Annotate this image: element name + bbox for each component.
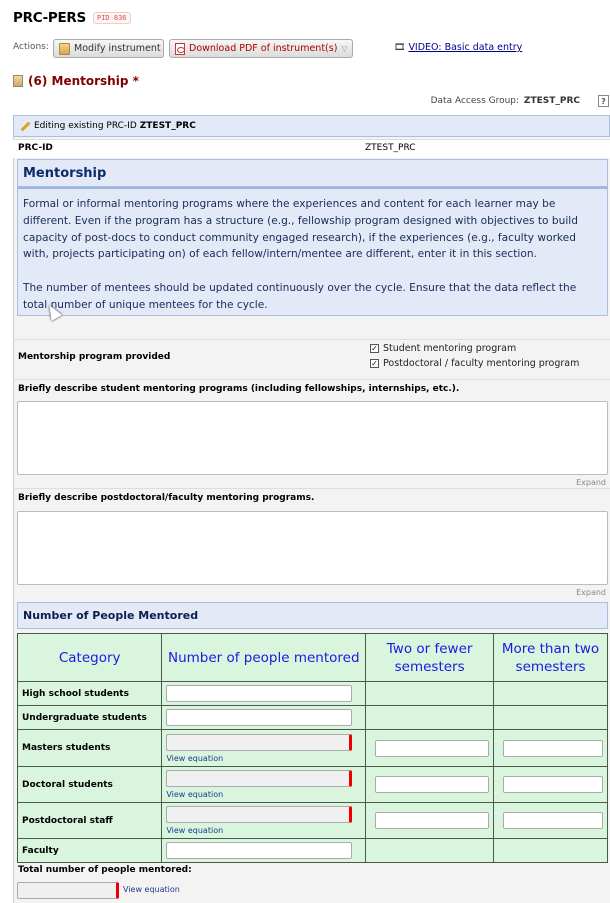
- view-equation-link[interactable]: View equation: [166, 790, 224, 799]
- column-header: Two or fewer semesters: [366, 634, 494, 682]
- section-header: Mentorship: [17, 159, 608, 187]
- total-label: Total number of people mentored:: [18, 865, 192, 875]
- expand-link[interactable]: Expand: [576, 478, 606, 487]
- option-label: Student mentoring program: [383, 343, 517, 354]
- calculated-field: [166, 806, 352, 823]
- table-row: [18, 730, 608, 767]
- program-provided-label: Mentorship program provided: [18, 352, 171, 362]
- form-title-text: (6) Mentorship *: [28, 74, 139, 88]
- table-row: [18, 682, 608, 706]
- pencil-icon: [21, 121, 31, 131]
- empty-cell: [494, 682, 608, 706]
- pdf-icon: [175, 43, 185, 55]
- postdoc-desc-label: Briefly describe postdoctoral/faculty mentoring programs.: [18, 493, 315, 503]
- two-or-fewer-input[interactable]: [375, 776, 489, 793]
- form-title: [13, 74, 139, 88]
- empty-cell: [366, 839, 494, 863]
- section-description: [17, 187, 608, 316]
- form-icon: [13, 75, 23, 87]
- empty-cell: [366, 706, 494, 730]
- view-equation-link[interactable]: View equation: [166, 753, 224, 763]
- column-header: Number of people mentored: [162, 634, 366, 682]
- help-icon[interactable]: ?: [598, 95, 609, 107]
- column-header: Category: [18, 634, 162, 682]
- two-or-fewer-input[interactable]: [375, 812, 489, 829]
- film-icon: 🎞: [394, 42, 406, 53]
- editing-banner: [13, 115, 610, 137]
- actions-label: Actions:: [13, 42, 49, 52]
- video-link[interactable]: [394, 42, 522, 53]
- empty-cell: [494, 839, 608, 863]
- count-input[interactable]: [166, 709, 352, 726]
- record-id-label: PRC-ID: [18, 143, 53, 153]
- total-calculated-field: [17, 882, 119, 899]
- student-desc-textarea[interactable]: [17, 401, 608, 475]
- divider: [13, 379, 610, 380]
- option-student-mentoring[interactable]: [370, 343, 516, 354]
- row-label: Faculty: [18, 839, 162, 863]
- view-equation-link[interactable]: View equation: [166, 826, 224, 835]
- dag-value: ZTEST_PRC: [523, 96, 580, 106]
- table-row: [18, 839, 608, 863]
- modify-instrument-button[interactable]: [53, 39, 164, 58]
- editing-id: ZTEST_PRC: [139, 121, 196, 131]
- divider: [13, 488, 610, 489]
- description-paragraph: Formal or informal mentoring programs where the experiences and content for each learner may be different. Even if the program has a structure (e.g., fellowship program designed with objectives to build capacity of post-docs to conduct community engaged research), if the experiences (e.g., faculty worked with, projects participating on) of each fellow/intern/mentee are different, enter it in this section.: [23, 198, 578, 261]
- modify-instrument-label: Modify instrument: [74, 43, 161, 54]
- download-pdf-button[interactable]: [169, 39, 353, 58]
- more-than-two-input[interactable]: [503, 740, 603, 757]
- checkbox-checked-icon[interactable]: ✓: [371, 359, 378, 368]
- expand-link[interactable]: Expand: [576, 588, 606, 597]
- editing-prefix: Editing existing PRC-ID: [34, 121, 137, 131]
- mentored-section-header: Number of People Mentored: [17, 602, 608, 629]
- chevron-down-icon: ▽: [341, 44, 348, 53]
- video-link-text[interactable]: VIDEO: Basic data entry: [408, 42, 523, 53]
- row-label: Doctoral students: [18, 767, 162, 803]
- table-row: [18, 803, 608, 839]
- more-than-two-input[interactable]: [503, 812, 603, 829]
- mentored-table: [17, 633, 608, 863]
- project-title: PRC-PERS: [13, 10, 86, 26]
- dag-label: Data Access Group:: [430, 96, 520, 106]
- checkbox-checked-icon[interactable]: ✓: [371, 344, 378, 353]
- postdoc-desc-textarea[interactable]: [17, 511, 608, 585]
- description-paragraph: The number of mentees should be updated continuously over the cycle. Ensure that the data reflect the total number of unique mentees for the cycle.: [23, 281, 577, 311]
- row-label: Masters students: [18, 730, 162, 767]
- count-input[interactable]: [166, 685, 352, 702]
- calculated-field: [166, 770, 352, 787]
- view-equation-link[interactable]: View equation: [123, 885, 180, 894]
- two-or-fewer-input[interactable]: [375, 740, 489, 757]
- record-id-value: ZTEST_PRC: [365, 143, 416, 153]
- table-header-row: [18, 634, 608, 682]
- count-input[interactable]: [166, 842, 352, 859]
- edit-form-icon: [59, 43, 70, 55]
- row-label: High school students: [18, 682, 162, 706]
- pid-badge: PID 836: [93, 12, 131, 24]
- option-postdoc-mentoring[interactable]: [370, 358, 579, 369]
- calculated-field: [166, 734, 352, 751]
- student-desc-label: Briefly describe student mentoring programs (including fellowships, internships, etc.).: [18, 384, 460, 394]
- table-row: [18, 706, 608, 730]
- divider: [13, 339, 610, 340]
- more-than-two-input[interactable]: [503, 776, 603, 793]
- option-label: Postdoctoral / faculty mentoring program: [383, 358, 580, 369]
- row-label: Postdoctoral staff: [18, 803, 162, 839]
- empty-cell: [366, 682, 494, 706]
- download-pdf-label: Download PDF of instrument(s): [189, 43, 338, 54]
- column-header: More than two semesters: [494, 634, 608, 682]
- data-access-group: [431, 96, 580, 106]
- row-label: Undergraduate students: [18, 706, 162, 730]
- table-row: [18, 767, 608, 803]
- empty-cell: [494, 706, 608, 730]
- record-id-row: [13, 139, 610, 158]
